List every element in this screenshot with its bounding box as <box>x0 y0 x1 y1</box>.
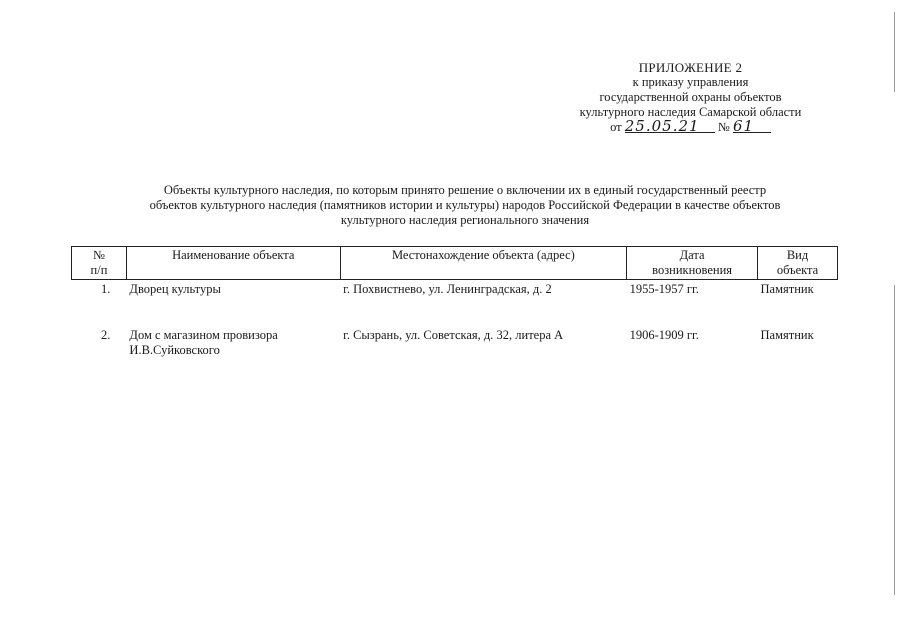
appendix-line-1: к приказу управления <box>632 75 749 89</box>
document-heading <box>95 183 835 228</box>
number-prefix: № <box>717 120 730 134</box>
column-header-name: Наименование объекта <box>126 247 340 280</box>
row-number: 1. <box>101 282 111 296</box>
table-header-row <box>72 247 838 280</box>
scan-edge-line-top <box>894 12 895 92</box>
appendix-title: ПРИЛОЖЕНИЕ 2 <box>638 60 743 75</box>
heading-line-2: объектов культурного наследия (памятников истории и культуры) народов Российской Федерации в качестве объектов <box>149 198 781 212</box>
date-prefix: от <box>610 120 622 134</box>
handwritten-number: 61 <box>733 120 771 133</box>
heritage-objects-table <box>71 246 838 360</box>
object-name: Дом с магазином провизора И.В.Суйковского <box>129 328 278 357</box>
appendix-block <box>548 60 833 135</box>
object-address: г. Сызрань, ул. Советская, д. 32, литера А <box>343 328 564 342</box>
handwritten-date: 25.05.21 <box>625 120 715 133</box>
object-address: г. Похвистнево, ул. Ленинградская, д. 2 <box>343 282 552 296</box>
scan-edge-line-bottom <box>894 285 895 595</box>
appendix-line-2: государственной охраны объектов <box>599 90 782 104</box>
heading-line-3: культурного наследия регионального значения <box>340 213 590 227</box>
column-header-number: № п/п <box>72 247 127 280</box>
row-number: 2. <box>101 328 111 342</box>
table-row <box>72 280 838 327</box>
column-header-date: Дата возникновения <box>627 247 758 280</box>
table-row <box>72 326 838 360</box>
column-header-type: Вид объекта <box>758 247 838 280</box>
appendix-line-3: культурного наследия Самарской области <box>579 105 802 119</box>
object-name: Дворец культуры <box>129 282 221 296</box>
object-type: Памятник <box>760 282 814 296</box>
column-header-address: Местонахождение объекта (адрес) <box>340 247 627 280</box>
object-type: Памятник <box>760 328 814 342</box>
object-date: 1955-1957 гг. <box>629 282 699 296</box>
object-date: 1906-1909 гг. <box>629 328 699 342</box>
heading-line-1: Объекты культурного наследия, по которым принято решение о включении их в единый государственный реестр <box>163 183 767 197</box>
appendix-date-number <box>548 117 833 135</box>
